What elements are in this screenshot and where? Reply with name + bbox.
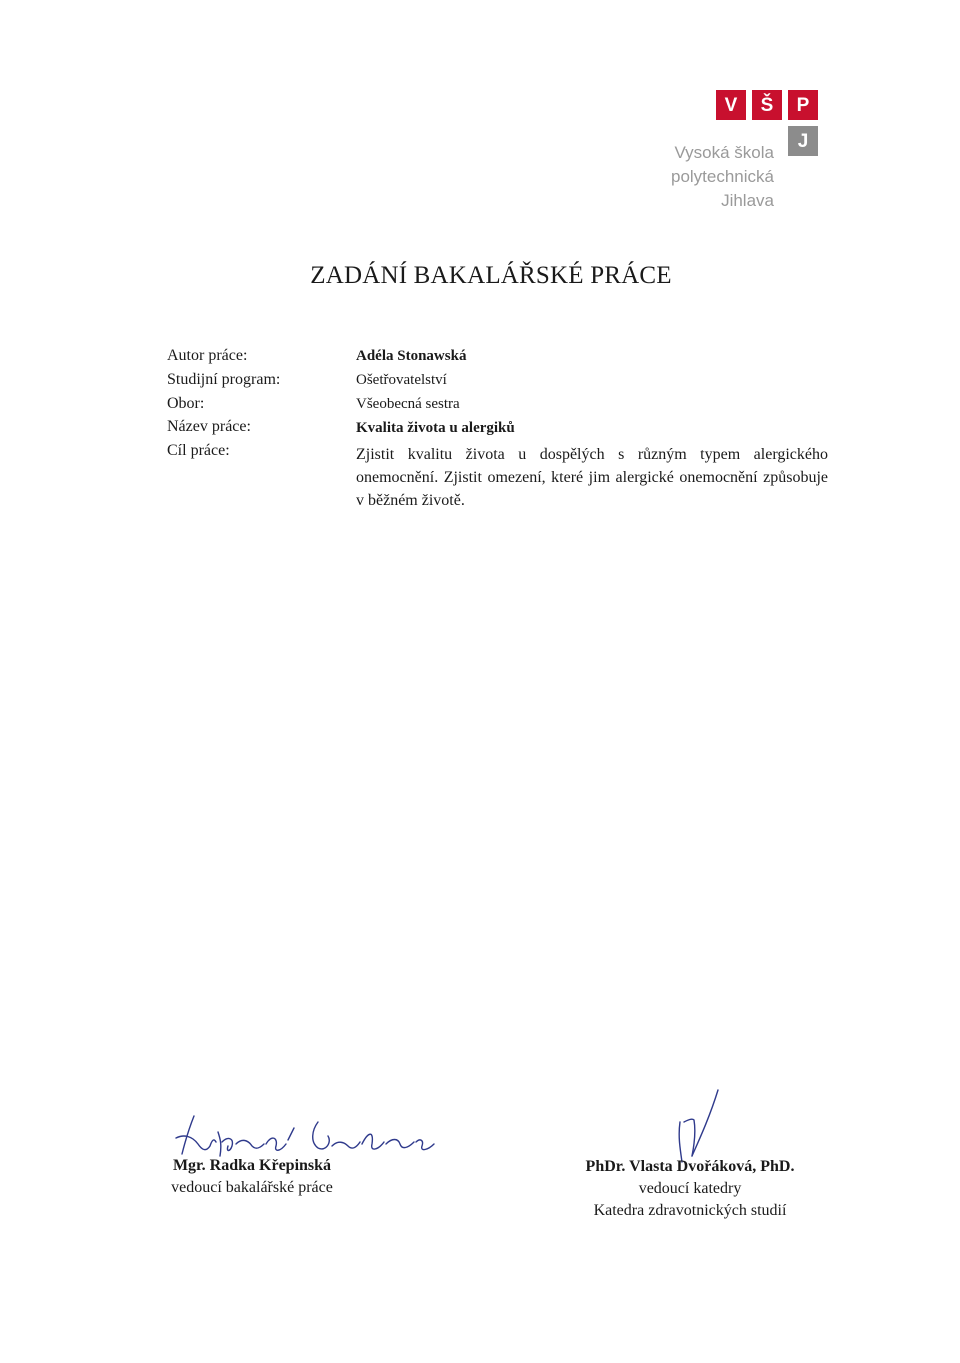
document-title: ZADÁNÍ BAKALÁŘSKÉ PRÁCE — [310, 262, 672, 289]
head-department: Katedra zdravotnických studií — [593, 1202, 787, 1219]
supervisor-role: vedoucí bakalářské práce — [171, 1179, 333, 1196]
logo-line-1: Vysoká škola — [674, 143, 774, 162]
goal-label: Cíl práce: — [167, 442, 230, 459]
program-value: Ošetřovatelství — [356, 372, 447, 388]
head-block — [555, 1156, 825, 1222]
logo-letter-v: V — [716, 90, 746, 120]
logo-letter-p: P — [788, 90, 818, 120]
author-value: Adéla Stonawská — [356, 348, 467, 364]
thesis-title-label: Název práce: — [167, 418, 251, 435]
supervisor-block — [150, 1155, 354, 1199]
logo-letter-s: Š — [752, 90, 782, 120]
supervisor-name: Mgr. Radka Křepinská — [172, 1157, 332, 1174]
goal-value: Zjistit kvalitu života u dospělých s různým typem alergického onemocnění. Zjistit omezení, které jim alergické onemocnění způsobuje v běžném životě. — [356, 446, 828, 509]
logo-line-2: polytechnická — [670, 167, 774, 186]
author-label: Autor práce: — [167, 347, 248, 364]
logo-letter-j: J — [788, 126, 818, 156]
field-label: Obor: — [167, 395, 205, 412]
program-label: Studijní program: — [167, 371, 281, 388]
logo-line-3: Jihlava — [721, 191, 774, 210]
head-name: PhDr. Vlasta Dvořáková, PhD. — [585, 1158, 795, 1175]
thesis-title-value: Kvalita života u alergiků — [356, 420, 515, 436]
head-role: vedoucí katedry — [638, 1180, 742, 1197]
school-logo — [640, 86, 830, 216]
field-value: Všeobecná sestra — [356, 396, 460, 412]
